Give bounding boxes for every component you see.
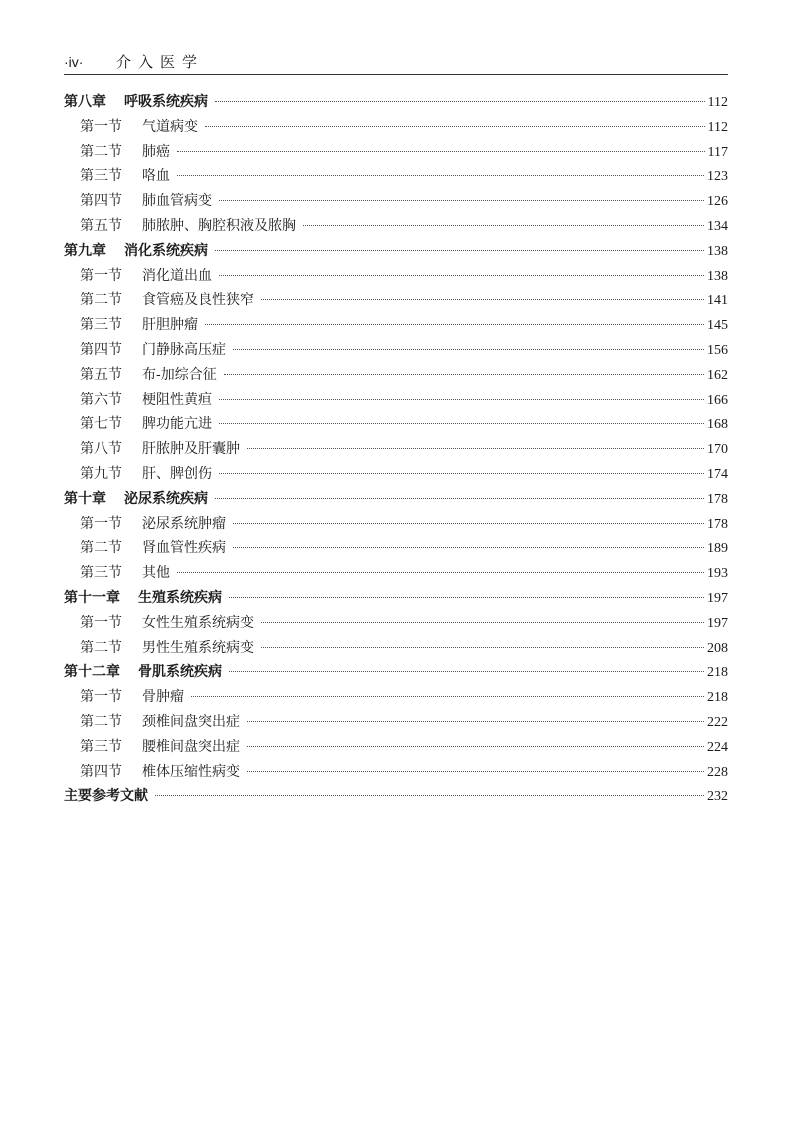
toc-entry-page: 123 (707, 169, 728, 185)
toc-section-entry (64, 685, 728, 710)
toc-entry-number: 第一节 (80, 515, 122, 532)
dot-leader (177, 175, 704, 176)
toc-entry-label (80, 412, 216, 437)
toc-entry-page: 218 (707, 690, 728, 706)
toc-entry-page: 174 (707, 466, 728, 482)
toc-entry-title: 消化系统疾病 (124, 242, 208, 259)
toc-entry-label (80, 710, 244, 735)
table-of-contents (64, 90, 728, 809)
dot-leader (219, 275, 704, 276)
toc-entry-page: 166 (707, 392, 728, 408)
toc-entry-label (64, 239, 212, 264)
toc-entry-label (64, 90, 212, 115)
dot-leader (177, 151, 705, 152)
toc-entry-page: 138 (707, 243, 728, 259)
toc-entry-number: 第六节 (80, 391, 122, 408)
running-header (64, 52, 728, 75)
toc-section-entry (64, 115, 728, 140)
toc-entry-title: 骨肌系统疾病 (138, 664, 222, 681)
toc-entry-number: 第二节 (80, 540, 122, 557)
toc-entry-number: 第二节 (80, 639, 122, 656)
toc-entry-title: 门静脉高压症 (142, 341, 226, 358)
toc-entry-title: 肝胆肿瘤 (142, 317, 198, 334)
toc-entry-number: 第八章 (64, 94, 106, 110)
toc-chapter-entry (64, 660, 728, 685)
toc-entry-number: 第一节 (80, 267, 122, 284)
toc-entry-page: 141 (707, 293, 728, 309)
toc-entry-label (80, 140, 174, 165)
toc-entry-title: 肺血管病变 (142, 193, 212, 210)
toc-entry-label (80, 288, 258, 313)
toc-entry-title: 肾血管性疾病 (142, 540, 226, 557)
toc-section-entry (64, 462, 728, 487)
toc-entry-number: 第九章 (64, 242, 106, 259)
toc-entry-page: 224 (707, 739, 728, 755)
toc-entry-title: 腰椎间盘突出症 (142, 738, 240, 755)
dot-leader (205, 126, 705, 127)
toc-entry-number: 第二节 (80, 143, 122, 160)
toc-entry-title: 生殖系统疾病 (138, 589, 222, 606)
toc-entry-page: 126 (707, 194, 728, 210)
dot-leader (261, 622, 704, 623)
toc-entry-label (80, 338, 230, 363)
dot-leader (177, 572, 704, 573)
toc-entry-title: 脾功能亢进 (142, 416, 212, 433)
toc-entry-number: 第七节 (80, 416, 122, 433)
dot-leader (261, 299, 704, 300)
toc-chapter-entry (64, 784, 728, 809)
dot-leader (224, 374, 704, 375)
toc-entry-label (64, 586, 226, 611)
toc-entry-label (80, 363, 221, 388)
dot-leader (233, 523, 704, 524)
toc-entry-page: 168 (707, 417, 728, 433)
toc-section-entry (64, 264, 728, 289)
toc-entry-page: 197 (707, 615, 728, 631)
toc-entry-number: 第三节 (80, 168, 122, 185)
toc-section-entry (64, 363, 728, 388)
dot-leader (261, 647, 704, 648)
toc-entry-title: 男性生殖系统病变 (142, 639, 254, 656)
header-book-title: 介入医学 (116, 53, 205, 71)
toc-entry-label (80, 462, 216, 487)
toc-entry-label (80, 760, 244, 785)
toc-entry-label (80, 115, 202, 140)
toc-entry-title: 肝、脾创伤 (142, 465, 212, 482)
toc-entry-title: 主要参考文献 (64, 788, 148, 805)
toc-entry-title: 女性生殖系统病变 (142, 614, 254, 631)
toc-entry-number: 第四节 (80, 341, 122, 358)
toc-section-entry (64, 164, 728, 189)
toc-entry-number: 第一节 (80, 118, 122, 135)
toc-entry-title: 肺脓肿、胸腔积液及脓胸 (142, 217, 296, 234)
dot-leader (219, 423, 704, 424)
dot-leader (215, 498, 704, 499)
toc-entry-title: 肝脓肿及肝囊肿 (142, 441, 240, 458)
toc-section-entry (64, 611, 728, 636)
toc-entry-title: 颈椎间盘突出症 (142, 713, 240, 730)
toc-section-entry (64, 437, 728, 462)
toc-section-entry (64, 512, 728, 537)
toc-entry-label (64, 487, 212, 512)
dot-leader (303, 225, 704, 226)
toc-entry-page: 117 (707, 144, 728, 160)
toc-section-entry (64, 561, 728, 586)
toc-entry-label (64, 784, 152, 809)
toc-entry-label (80, 636, 258, 661)
toc-entry-label (80, 214, 300, 239)
toc-entry-number: 第二节 (80, 292, 122, 309)
toc-entry-number: 第五节 (80, 217, 122, 234)
toc-entry-label (80, 561, 174, 586)
toc-entry-page: 222 (707, 714, 728, 730)
dot-leader (247, 448, 704, 449)
toc-entry-page: 170 (707, 442, 728, 458)
toc-entry-page: 189 (707, 541, 728, 557)
toc-chapter-entry (64, 239, 728, 264)
toc-entry-label (80, 437, 244, 462)
toc-entry-title: 肺癌 (142, 143, 170, 160)
toc-section-entry (64, 735, 728, 760)
toc-entry-title: 呼吸系统疾病 (124, 94, 208, 110)
toc-entry-page: 162 (707, 367, 728, 383)
toc-section-entry (64, 214, 728, 239)
toc-entry-page: 134 (707, 218, 728, 234)
toc-entry-number: 第三节 (80, 565, 122, 582)
toc-entry-label (80, 512, 230, 537)
toc-section-entry (64, 140, 728, 165)
toc-chapter-entry (64, 487, 728, 512)
toc-entry-number: 第一节 (80, 614, 122, 631)
toc-entry-page: 138 (707, 268, 728, 284)
dot-leader (233, 349, 704, 350)
toc-entry-title: 骨肿瘤 (142, 689, 184, 706)
toc-entry-title: 梗阻性黄疸 (142, 391, 212, 408)
toc-entry-label (80, 264, 216, 289)
toc-section-entry (64, 189, 728, 214)
toc-entry-page: 197 (707, 590, 728, 606)
dot-leader (219, 473, 704, 474)
toc-section-entry (64, 338, 728, 363)
toc-entry-label (80, 735, 244, 760)
toc-entry-label (64, 660, 226, 685)
toc-section-entry (64, 760, 728, 785)
toc-section-entry (64, 536, 728, 561)
toc-entry-number: 第三节 (80, 317, 122, 334)
toc-entry-page: 178 (707, 491, 728, 507)
toc-entry-title: 咯血 (142, 168, 170, 185)
dot-leader (247, 721, 704, 722)
toc-entry-title: 泌尿系统肿瘤 (142, 515, 226, 532)
toc-entry-page: 218 (707, 665, 728, 681)
toc-section-entry (64, 412, 728, 437)
dot-leader (229, 671, 704, 672)
toc-entry-page: 112 (707, 95, 728, 110)
toc-section-entry (64, 288, 728, 313)
toc-entry-label (80, 164, 174, 189)
toc-entry-label (80, 536, 230, 561)
toc-entry-title: 椎体压缩性病变 (142, 763, 240, 780)
toc-entry-label (80, 189, 216, 214)
toc-entry-title: 泌尿系统疾病 (124, 490, 208, 507)
toc-entry-number: 第三节 (80, 738, 122, 755)
toc-entry-label (80, 685, 188, 710)
toc-entry-title: 食管癌及良性狭窄 (142, 292, 254, 309)
toc-entry-title: 气道病变 (142, 118, 198, 135)
toc-entry-number: 第四节 (80, 193, 122, 210)
toc-entry-number: 第八节 (80, 441, 122, 458)
toc-entry-page: 145 (707, 318, 728, 334)
toc-entry-number: 第九节 (80, 465, 122, 482)
toc-entry-title: 消化道出血 (142, 267, 212, 284)
toc-entry-number: 第一节 (80, 689, 122, 706)
dot-leader (215, 250, 704, 251)
toc-entry-page: 232 (707, 789, 728, 805)
dot-leader (233, 547, 704, 548)
toc-entry-number: 第十章 (64, 490, 106, 507)
toc-entry-label (80, 611, 258, 636)
toc-chapter-entry (64, 90, 728, 115)
dot-leader (247, 771, 704, 772)
toc-entry-number: 第二节 (80, 713, 122, 730)
toc-entry-label (80, 388, 216, 413)
toc-entry-number: 第四节 (80, 763, 122, 780)
toc-entry-number: 第十二章 (64, 664, 120, 681)
toc-chapter-entry (64, 586, 728, 611)
toc-section-entry (64, 636, 728, 661)
toc-section-entry (64, 313, 728, 338)
dot-leader (215, 101, 705, 102)
toc-entry-page: 112 (707, 119, 728, 135)
toc-entry-page: 193 (707, 566, 728, 582)
dot-leader (219, 399, 704, 400)
toc-entry-title: 其他 (142, 565, 170, 582)
toc-entry-title: 布-加综合征 (142, 366, 217, 383)
toc-entry-page: 178 (707, 516, 728, 532)
header-page-number: ·iv· (64, 54, 84, 70)
toc-entry-page: 208 (707, 640, 728, 656)
dot-leader (247, 746, 704, 747)
dot-leader (155, 795, 704, 796)
toc-entry-number: 第五节 (80, 366, 122, 383)
dot-leader (219, 200, 704, 201)
dot-leader (229, 597, 704, 598)
toc-entry-page: 228 (707, 764, 728, 780)
toc-entry-page: 156 (707, 342, 728, 358)
dot-leader (205, 324, 704, 325)
toc-section-entry (64, 388, 728, 413)
toc-section-entry (64, 710, 728, 735)
toc-entry-label (80, 313, 202, 338)
dot-leader (191, 696, 704, 697)
toc-entry-number: 第十一章 (64, 589, 120, 606)
